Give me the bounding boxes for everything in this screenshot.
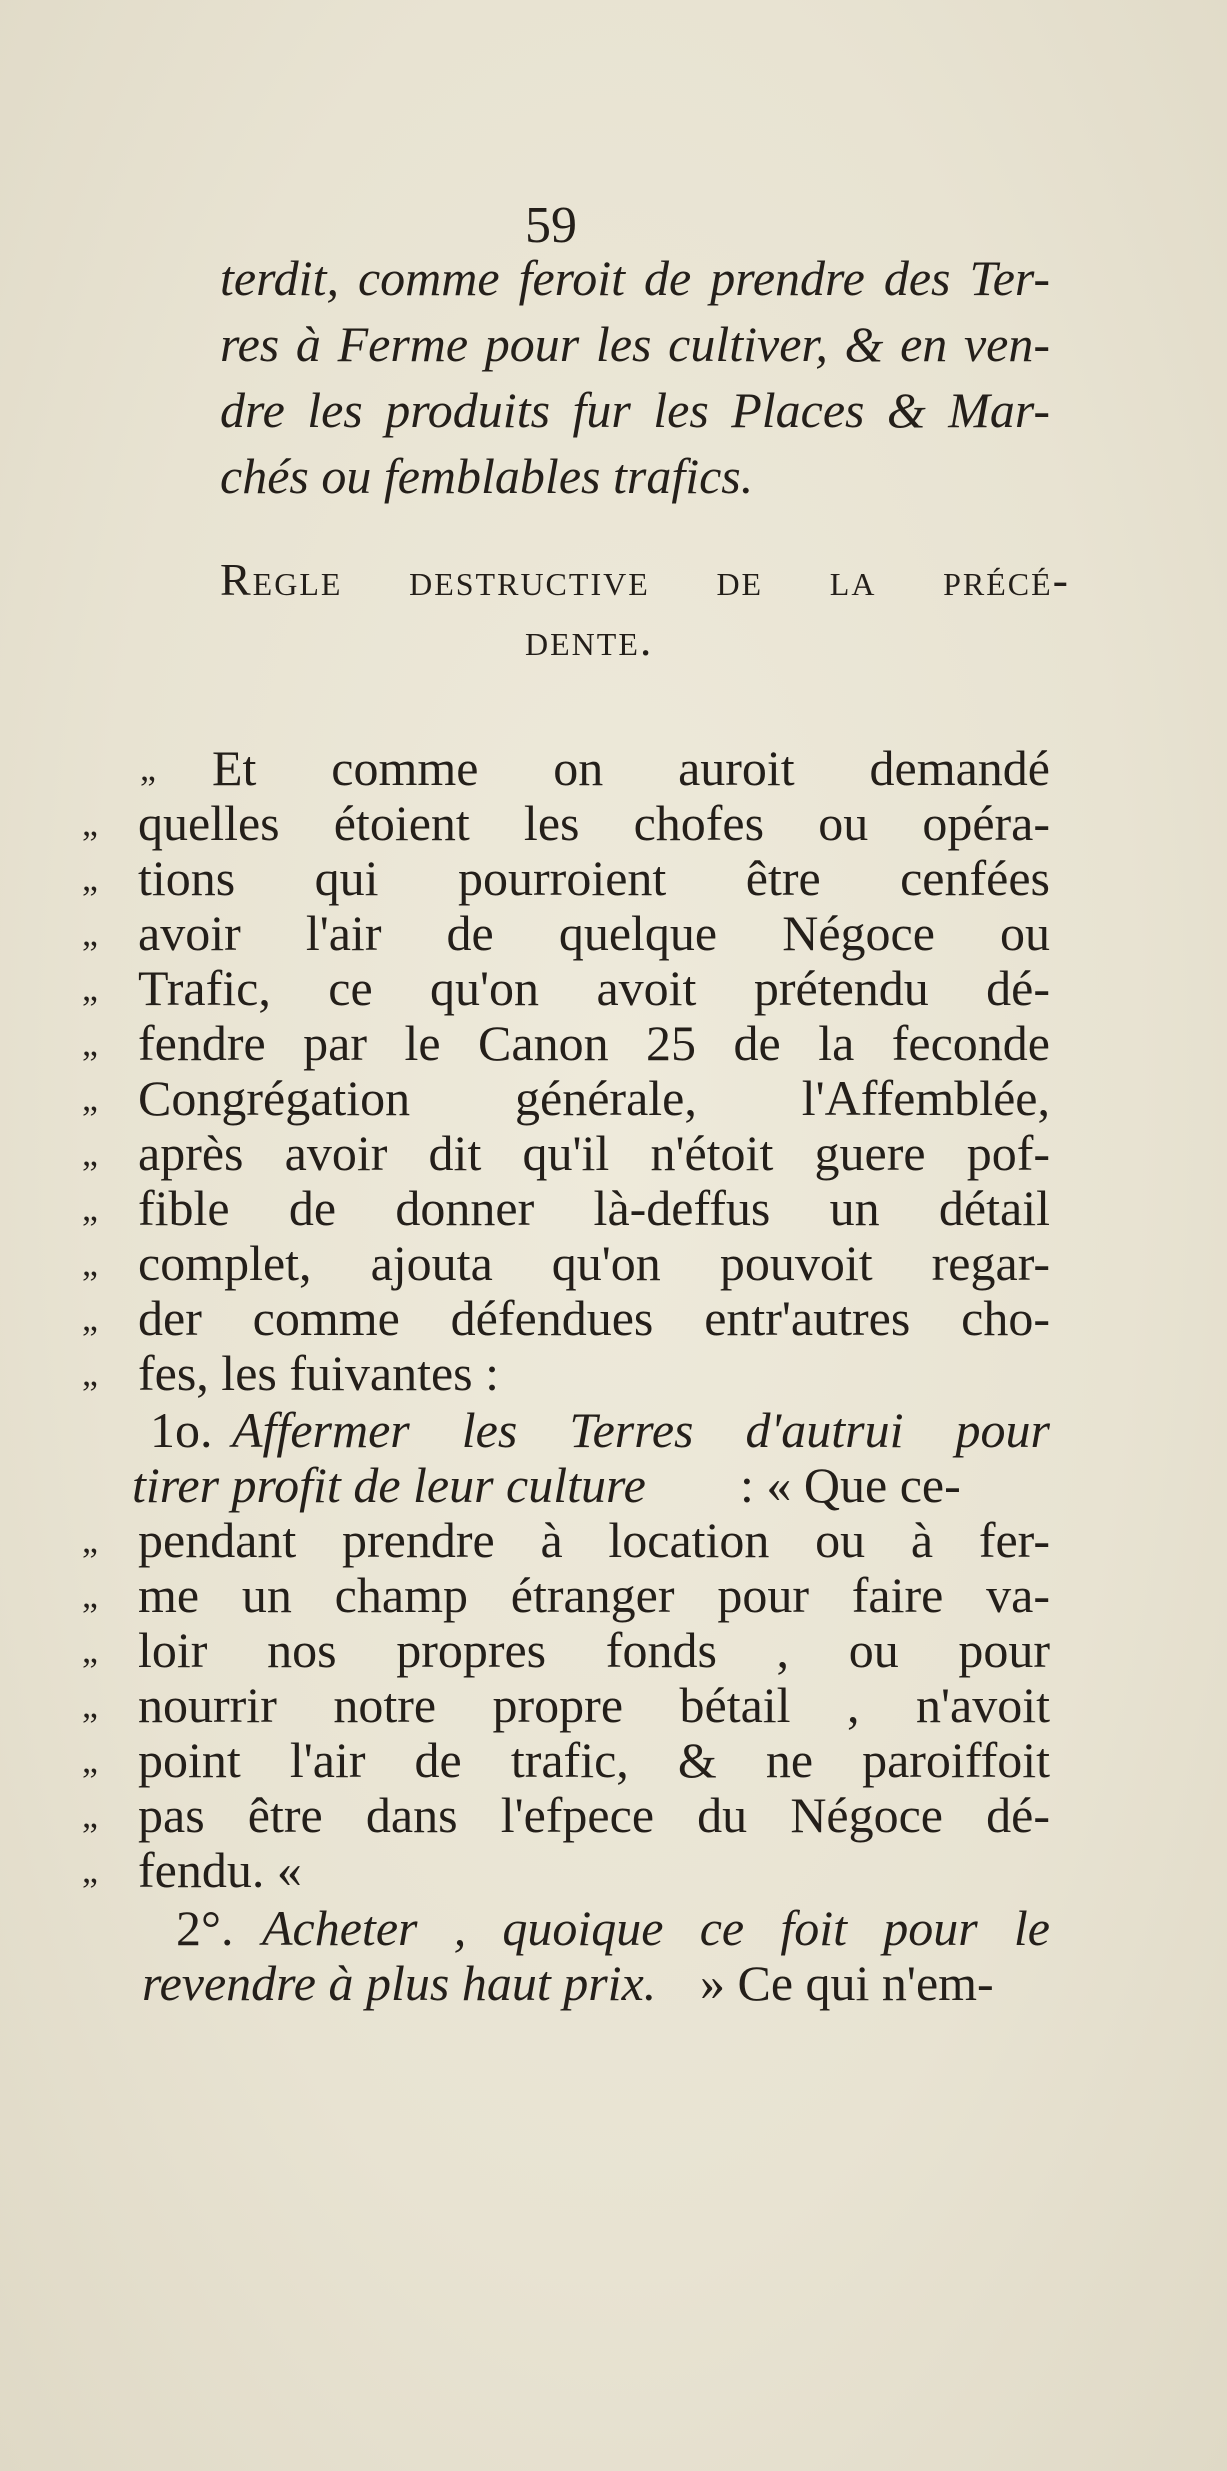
- body-line: après avoir dit qu'il n'étoit guere pof-: [138, 1125, 1050, 1181]
- section-heading-continued: dente.: [525, 614, 654, 665]
- quote-mark: „: [82, 1795, 98, 1835]
- quote-mark: „: [82, 1520, 98, 1560]
- top-paragraph-line: chés ou femblables trafics.: [220, 448, 754, 504]
- item-line: me un champ étranger pour faire va-: [138, 1567, 1050, 1623]
- item-line: pas être dans l'efpece du Négoce dé-: [138, 1787, 1050, 1843]
- quote-mark: „: [82, 968, 98, 1008]
- item-line-continued: » Ce qui n'em-: [700, 1955, 994, 2011]
- quote-mark: „: [82, 1023, 98, 1063]
- quote-mark: „: [82, 1850, 98, 1890]
- body-line: fible de donner là-deffus un détail: [138, 1180, 1050, 1236]
- top-paragraph-line: terdit, comme feroit de prendre des Ter-: [220, 250, 1050, 306]
- quote-mark: „: [140, 748, 156, 788]
- body-line: fes, les fuivantes :: [138, 1345, 500, 1401]
- quote-mark: „: [82, 1740, 98, 1780]
- quote-mark: „: [82, 1353, 98, 1393]
- quote-mark: „: [82, 913, 98, 953]
- item-line: fendu. «: [138, 1842, 302, 1898]
- quote-mark: „: [82, 1630, 98, 1670]
- body-line: avoir l'air de quelque Négoce ou: [138, 905, 1050, 961]
- item-line: nourrir notre propre bétail , n'avoit: [138, 1677, 1050, 1733]
- quote-mark: „: [82, 1243, 98, 1283]
- quote-mark: „: [82, 803, 98, 843]
- body-line: der comme défendues entr'autres cho-: [138, 1290, 1050, 1346]
- quote-mark: „: [82, 1188, 98, 1228]
- item-line: pendant prendre à location ou à fer-: [138, 1512, 1050, 1568]
- quote-mark: „: [82, 1575, 98, 1615]
- item-italic-line: Affermer les Terres d'autrui pour: [232, 1402, 1050, 1458]
- page-number: 59: [525, 197, 577, 254]
- quote-mark: „: [82, 1078, 98, 1118]
- body-line: Congrégation générale, l'Affemblée,: [138, 1070, 1050, 1126]
- section-heading: Regle destructive de la précé-: [220, 554, 1070, 605]
- top-paragraph-line: dre les produits fur les Places & Mar-: [220, 382, 1050, 438]
- body-line: quelles étoient les chofes ou opéra-: [138, 795, 1050, 851]
- item-line: point l'air de trafic, & ne paroiffoit: [138, 1732, 1050, 1788]
- quote-mark: „: [82, 1133, 98, 1173]
- body-line: complet, ajouta qu'on pouvoit regar-: [138, 1235, 1050, 1291]
- body-line: Et comme on auroit demandé: [212, 740, 1050, 796]
- item-number: 2°.: [176, 1900, 234, 1956]
- item-italic-line: revendre à plus haut prix.: [142, 1955, 657, 2011]
- item-line: loir nos propres fonds , ou pour: [138, 1622, 1050, 1678]
- item-number: 1o.: [150, 1402, 213, 1458]
- quote-mark: „: [82, 858, 98, 898]
- item-line-continued: : « Que ce-: [740, 1457, 961, 1513]
- body-line: tions qui pourroient être cenfées: [138, 850, 1050, 906]
- item-italic-line: Acheter , quoique ce foit pour le: [262, 1900, 1050, 1956]
- body-line: fendre par le Canon 25 de la feconde: [138, 1015, 1050, 1071]
- top-paragraph-line: res à Ferme pour les cultiver, & en ven-: [220, 316, 1050, 372]
- item-italic-line: tirer profit de leur culture: [132, 1457, 646, 1513]
- body-line: Trafic, ce qu'on avoit prétendu dé-: [138, 960, 1050, 1016]
- quote-mark: „: [82, 1685, 98, 1725]
- quote-mark: „: [82, 1298, 98, 1338]
